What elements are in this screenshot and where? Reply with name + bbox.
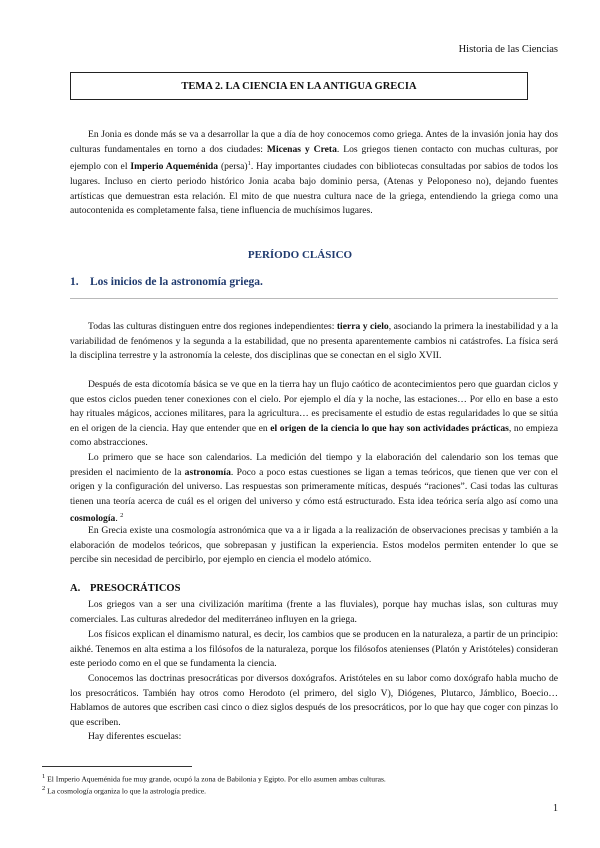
paragraph-doxografos: Conocemos las doctrinas presocráticas por diversos doxógrafos. Aristóteles en su labor como doxógrafo habla mucho de los presocráticos. También hay otros como Herodoto (el primero, del siglo V), Diógenes, Plutarco, Jámblico, Boecio… Hablamos de autores que escriben casi cinco o diez siglos después de los presocráticos, por lo que hay que coger con pinzas lo que escriben.	[70, 673, 558, 728]
footnote-2: $^2$ La cosmología organiza lo que la astrología predice.	[42, 785, 206, 796]
heading-astronomy	[70, 276, 263, 288]
heading-number: 1.	[70, 276, 79, 288]
heading-rule	[70, 298, 558, 299]
footnote-ref-1: 1	[247, 160, 251, 168]
paragraph-escuelas: Hay diferentes escuelas:	[88, 731, 182, 742]
paragraph-tierra-cielo: Todas las culturas distinguen entre dos regiones independientes: tierra y cielo, asociando la primera la inestabilidad y a la variabilidad de fenómenos y la segunda a la estabilidad, que no presenta aparentemente cambios ni catástrofes. La física será la disciplina terrestre y la astronomía la celeste, dos disciplinas que se conectan en el siglo XVII.	[70, 321, 558, 362]
page-number: 1	[553, 803, 558, 814]
heading-presocraticos	[70, 583, 180, 594]
footnote-separator	[42, 766, 192, 767]
section-title: PERÍODO CLÁSICO	[247, 249, 353, 261]
heading-text: Los inicios de la astronomía griega.	[90, 276, 263, 288]
paragraph-ciclos: Después de esta dicotomía básica se ve que en la tierra hay un flujo caótico de acontecimientos pero que guardan ciclos y que estos ciclos pueden tener conexiones con el cielo. Por ejemplo el día y la noche, las estaciones… Por ello en base a esto hay rituales mágicos, acciones militares, para la agricultura… es precisamente el estudio de estas regularidades lo que se sitúa en el origen de la ciencia. Hay que entender que en el origen de la ciencia lo que hay son actividades prácticas, no empieza como abstracciones.	[70, 379, 558, 449]
paragraph-maritima: Los griegos van a ser una civilización marítima (frente a las fluviales), porque hay muchas islas, son culturas muy comerciales. Las culturas alrededor del mediterráneo influyen en la griega.	[70, 599, 558, 625]
subheading-text: PRESOCRÁTICOS	[90, 583, 181, 594]
chapter-title: TEMA 2. LA CIENCIA EN LA ANTIGUA GRECIA	[181, 80, 417, 92]
footnote-1: $^1$ El Imperio Aqueménida fue muy grande, ocupó la zona de Babilonia y Egipto. Por ello asumen ambas culturas.	[42, 773, 386, 784]
running-header: Historia de las Ciencias	[458, 44, 558, 55]
intro-paragraph: En Jonia es donde más se va a desarrollar la que a día de hoy conocemos como griega. Antes de la invasión jonia hay dos culturas fundamentales en torno a dos ciudades: Micenas y Creta. Los griegos tienen contacto con muchas culturas, por ejemplo con el Imperio Aqueménida (persa)$^1$. Hay importantes ciudades con bibliotecas consultadas por sabios de todos los lugares. Incluso en cierto periodo histórico Jonia acaba bajo dominio persa, (Atenas y Peloponeso no), dejando fuentes artísticas que demuestran esta relación. El mito de que nuestra cultura nace de la griega, entendiendo la griega como una autocontenida es completamente falsa, tiene influencia de muchísimos lugares.	[70, 129, 559, 217]
paragraph-cosmologia: En Grecia existe una cosmología astronómica que va a ir ligada a la realización de observaciones precisas y también a la elaboración de modelos teóricos, que sobrepasan y justifican la experiencia. Estos modelos permiten entender lo que se percibe sin necesidad de percibirlo, por ejemplo en ciencia el modelo atómico.	[70, 525, 558, 566]
chapter-title-box	[70, 72, 528, 100]
paragraph-fisicos: Los físicos explican el dinamismo natural, es decir, los cambios que se producen en la naturaleza, a partir de un principio: aikhé. Tenemos en alta estima a los filósofos de la naturaleza, porque los filósofos atenienses (Platón y Aristóteles) consideran este periodo como en el que se fundamenta la ciencia.	[70, 629, 558, 670]
paragraph-calendarios: Lo primero que se hace son calendarios. La medición del tiempo y la elaboración del calendario son los temas que presiden el nacimiento de la astronomía. Poco a poco estas cuestiones se ligan a temas teóricos, que tienen que ver con el origen y la configuración del universo. Las respuestas son primeramente míticas, después “raciones”. Casi todas las culturas tienen una teoría acerca de cuál es el origen del universo y cómo está estructurado. Esta idea teórica sería algo así como una cosmología. $^2$	[70, 452, 558, 525]
subheading-number: A.	[70, 583, 81, 594]
footnote-ref-2: 2	[120, 512, 124, 520]
